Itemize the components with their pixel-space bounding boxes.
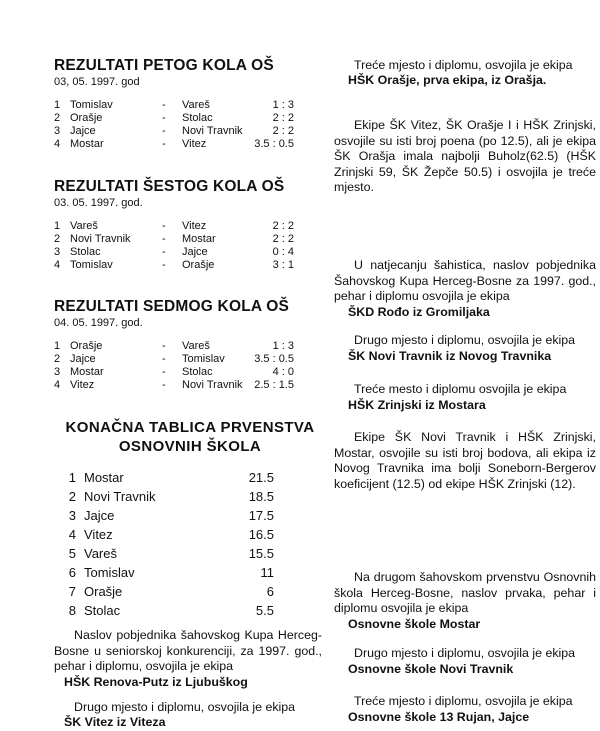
schools-second-team: Osnovne škole Novi Travnik bbox=[348, 662, 514, 676]
round5-title: REZULTATI PETOG KOLA OŠ bbox=[54, 57, 274, 74]
round6-date: 03. 05. 1997. god. bbox=[54, 197, 143, 209]
senior-second-paragraph: Drugo mjesto i diplomu, osvojila je ekipa bbox=[74, 700, 296, 714]
round6-title: REZULTATI ŠESTOG KOLA OŠ bbox=[54, 178, 285, 195]
final-standings: 1 Mostar 21.5 2 Novi Travnik 18.5 3 Jajce 17.5 4 Vitez 16.5 5 Vareš 15.5 6 Tomislav 11 7 Orašje 6 8 Stolac 5.5 bbox=[68, 470, 274, 618]
round5-date: 03, 05. 1997. god bbox=[54, 76, 140, 88]
senior-third-paragraph: Treće mjesto i diplomu, osvojila je ekipa bbox=[354, 58, 573, 72]
round7-date: 04. 05. 1997. god. bbox=[54, 317, 143, 329]
women-second-paragraph: Drugo mjesto i diplomu, osvojila je ekipa bbox=[354, 333, 576, 347]
senior-second-team: ŠK Vitez iz Viteza bbox=[64, 715, 166, 729]
schools-winner-paragraph: Na drugom šahovskom prvenstvu Osnovnih škola Herceg-Bosne, naslov prvaka, pehar i diplomu osvojila je ekipa bbox=[334, 570, 596, 615]
schools-second-paragraph: Drugo mjesto i diplomu, osvojila je ekipa bbox=[354, 646, 576, 660]
women-tiebreak-paragraph: Ekipe ŠK Novi Travnik i HŠK Zrinjski, Mostar, osvojile su isti broj bodova, ali ekipa iz Novog Travnika ima bolji Soneborn-Bergerov koeficijent (12.5) od ekipe HŠK Zrinjski (12). bbox=[334, 430, 596, 491]
tiebreak-paragraph: Ekipe ŠK Vitez, ŠK Orašje I i HŠK Zrinjski, osvojile su isti broj poena (po 12.5), ali je ekipa ŠK Orašja imala najbolji Buholz(62.5) (HŠK Zrinjski 59, ŠK Žepče 50.5) i osvojila je treće mjesto. bbox=[334, 118, 596, 194]
schools-third-paragraph: Treće mjesto i diplomu, osvojila je ekipa bbox=[354, 694, 573, 708]
round7-title: REZULTATI SEDMOG KOLA OŠ bbox=[54, 298, 289, 315]
final-table-title bbox=[40, 418, 340, 456]
women-third-paragraph: Treće mesto i diplomu osvojila je ekipa bbox=[354, 382, 567, 396]
schools-winner-team: Osnovne škole Mostar bbox=[348, 617, 481, 631]
senior-winner-team: HŠK Renova-Putz iz Ljubuškog bbox=[64, 675, 248, 689]
women-second-team: ŠK Novi Travnik iz Novog Travnika bbox=[348, 349, 552, 363]
women-winner-team: ŠKD Rođo iz Gromiljaka bbox=[348, 305, 490, 319]
final-table-title-line1: KONAČNA TABLICA PRVENSTVA bbox=[65, 419, 315, 436]
schools-third-team: Osnovne škole 13 Rujan, Jajce bbox=[348, 710, 530, 724]
women-winner-paragraph: U natjecanju šahistica, naslov pobjednika Šahovskog Kupa Herceg-Bosne za 1997. god., pehar i diplomu osvojila je ekipa bbox=[334, 258, 596, 303]
senior-third-team: HŠK Orašje, prva ekipa, iz Orašja. bbox=[348, 73, 547, 87]
senior-winner-paragraph: Naslov pobjednika šahovskog Kupa Herceg-Bosne u seniorskoj konkurenciji, za 1997. god., pehar i diplomu, osvojila je ekipa bbox=[54, 628, 322, 673]
final-table-title-line2: OSNOVNIH ŠKOLA bbox=[118, 438, 262, 455]
document-page: REZULTATI PETOG KOLA OŠ 03, 05. 1997. god 1 Tomislav - Vareš 1 : 3 2 Orašje - Stolac 2 : 2 3 Jajce - Novi Travnik 2 : 2 4 Mostar - Vitez 3.5 : 0.5 REZULTATI ŠESTOG KOLA OŠ 03. 05. 1997. god. 1 Vareš - Vitez 2 : 2 2 Novi Travnik - Mostar 2 : 2 3 Stolac - Jajce 0 : 4 4 Tomislav - Orašje 3 : 1 REZULTATI SEDMOG KOLA OŠ 04. 05. 1997. god. 1 Orašje - Vareš 1 : 3 2 Jajce - Tomislav 3.5 : 0.5 3 Mostar - Stolac 4 : 0 4 Vitez - Novi Travnik 2.5 : 1.5 KONAČNA TABLICA PRVENSTVA OSNOVNIH ŠKOLA 1 Mostar 21.5 2 Novi Travnik 18.5 3 Jajce 17.5 4 Vitez 16.5 5 Vareš 15.5 6 Tomislav 11 7 Orašje 6 8 Stolac 5.5 Naslov pobjednika šahovskog Kupa Herceg-Bosne u seniorskoj konkurenciji, za 1997. god., pehar i diplomu, osvojila je ekipa HŠK Renova-Putz iz Ljubuškog Drugo mjesto i diplomu, osvojila je ekipa ŠK Vitez iz Viteza Treće mjesto i diplomu, osvojila je ekipa HŠK Orašje, prva ekipa, iz Orašja. Ekipe ŠK Vitez, ŠK Orašje I i HŠK Zrinjski, osvojile su isti broj poena (po 12.5), ali je ekipa ŠK Orašja imala najbolji Buholz(62.5) (HŠK Zrinjski 59, ŠK Žepče 50.5) i osvojila je treće mjesto. U natjecanju šahistica, naslov pobjednika Šahovskog Kupa Herceg-Bosne za 1997. god., pehar i diplomu osvojila je ekipa ŠKD Rođo iz Gromiljaka Drugo mjesto i diplomu, osvojila je ekipa ŠK Novi Travnik iz Novog Travnika Treće mesto i diplomu osvojila je ekipa HŠK Zrinjski iz Mostara Ekipe ŠK Novi Travnik i HŠK Zrinjski, Mostar, osvojile su isti broj bodova, ali ekipa iz Novog Travnika ima bolji Soneborn-Bergerov koeficijent (12.5) od ekipe HŠK Zrinjski (12). Na drugom šahovskom prvenstvu Osnovnih škola Herceg-Bosne, naslov prvaka, pehar i diplomu osvojila je ekipa Osnovne škole Mostar Drugo mjesto i diplomu, osvojila je ekipa Osnovne škole Novi Travnik Treće mjesto i diplomu, osvojila je ekipa Osnovne škole 13 Rujan, Jajce bbox=[0, 0, 600, 730]
women-third-team: HŠK Zrinjski iz Mostara bbox=[348, 398, 486, 412]
